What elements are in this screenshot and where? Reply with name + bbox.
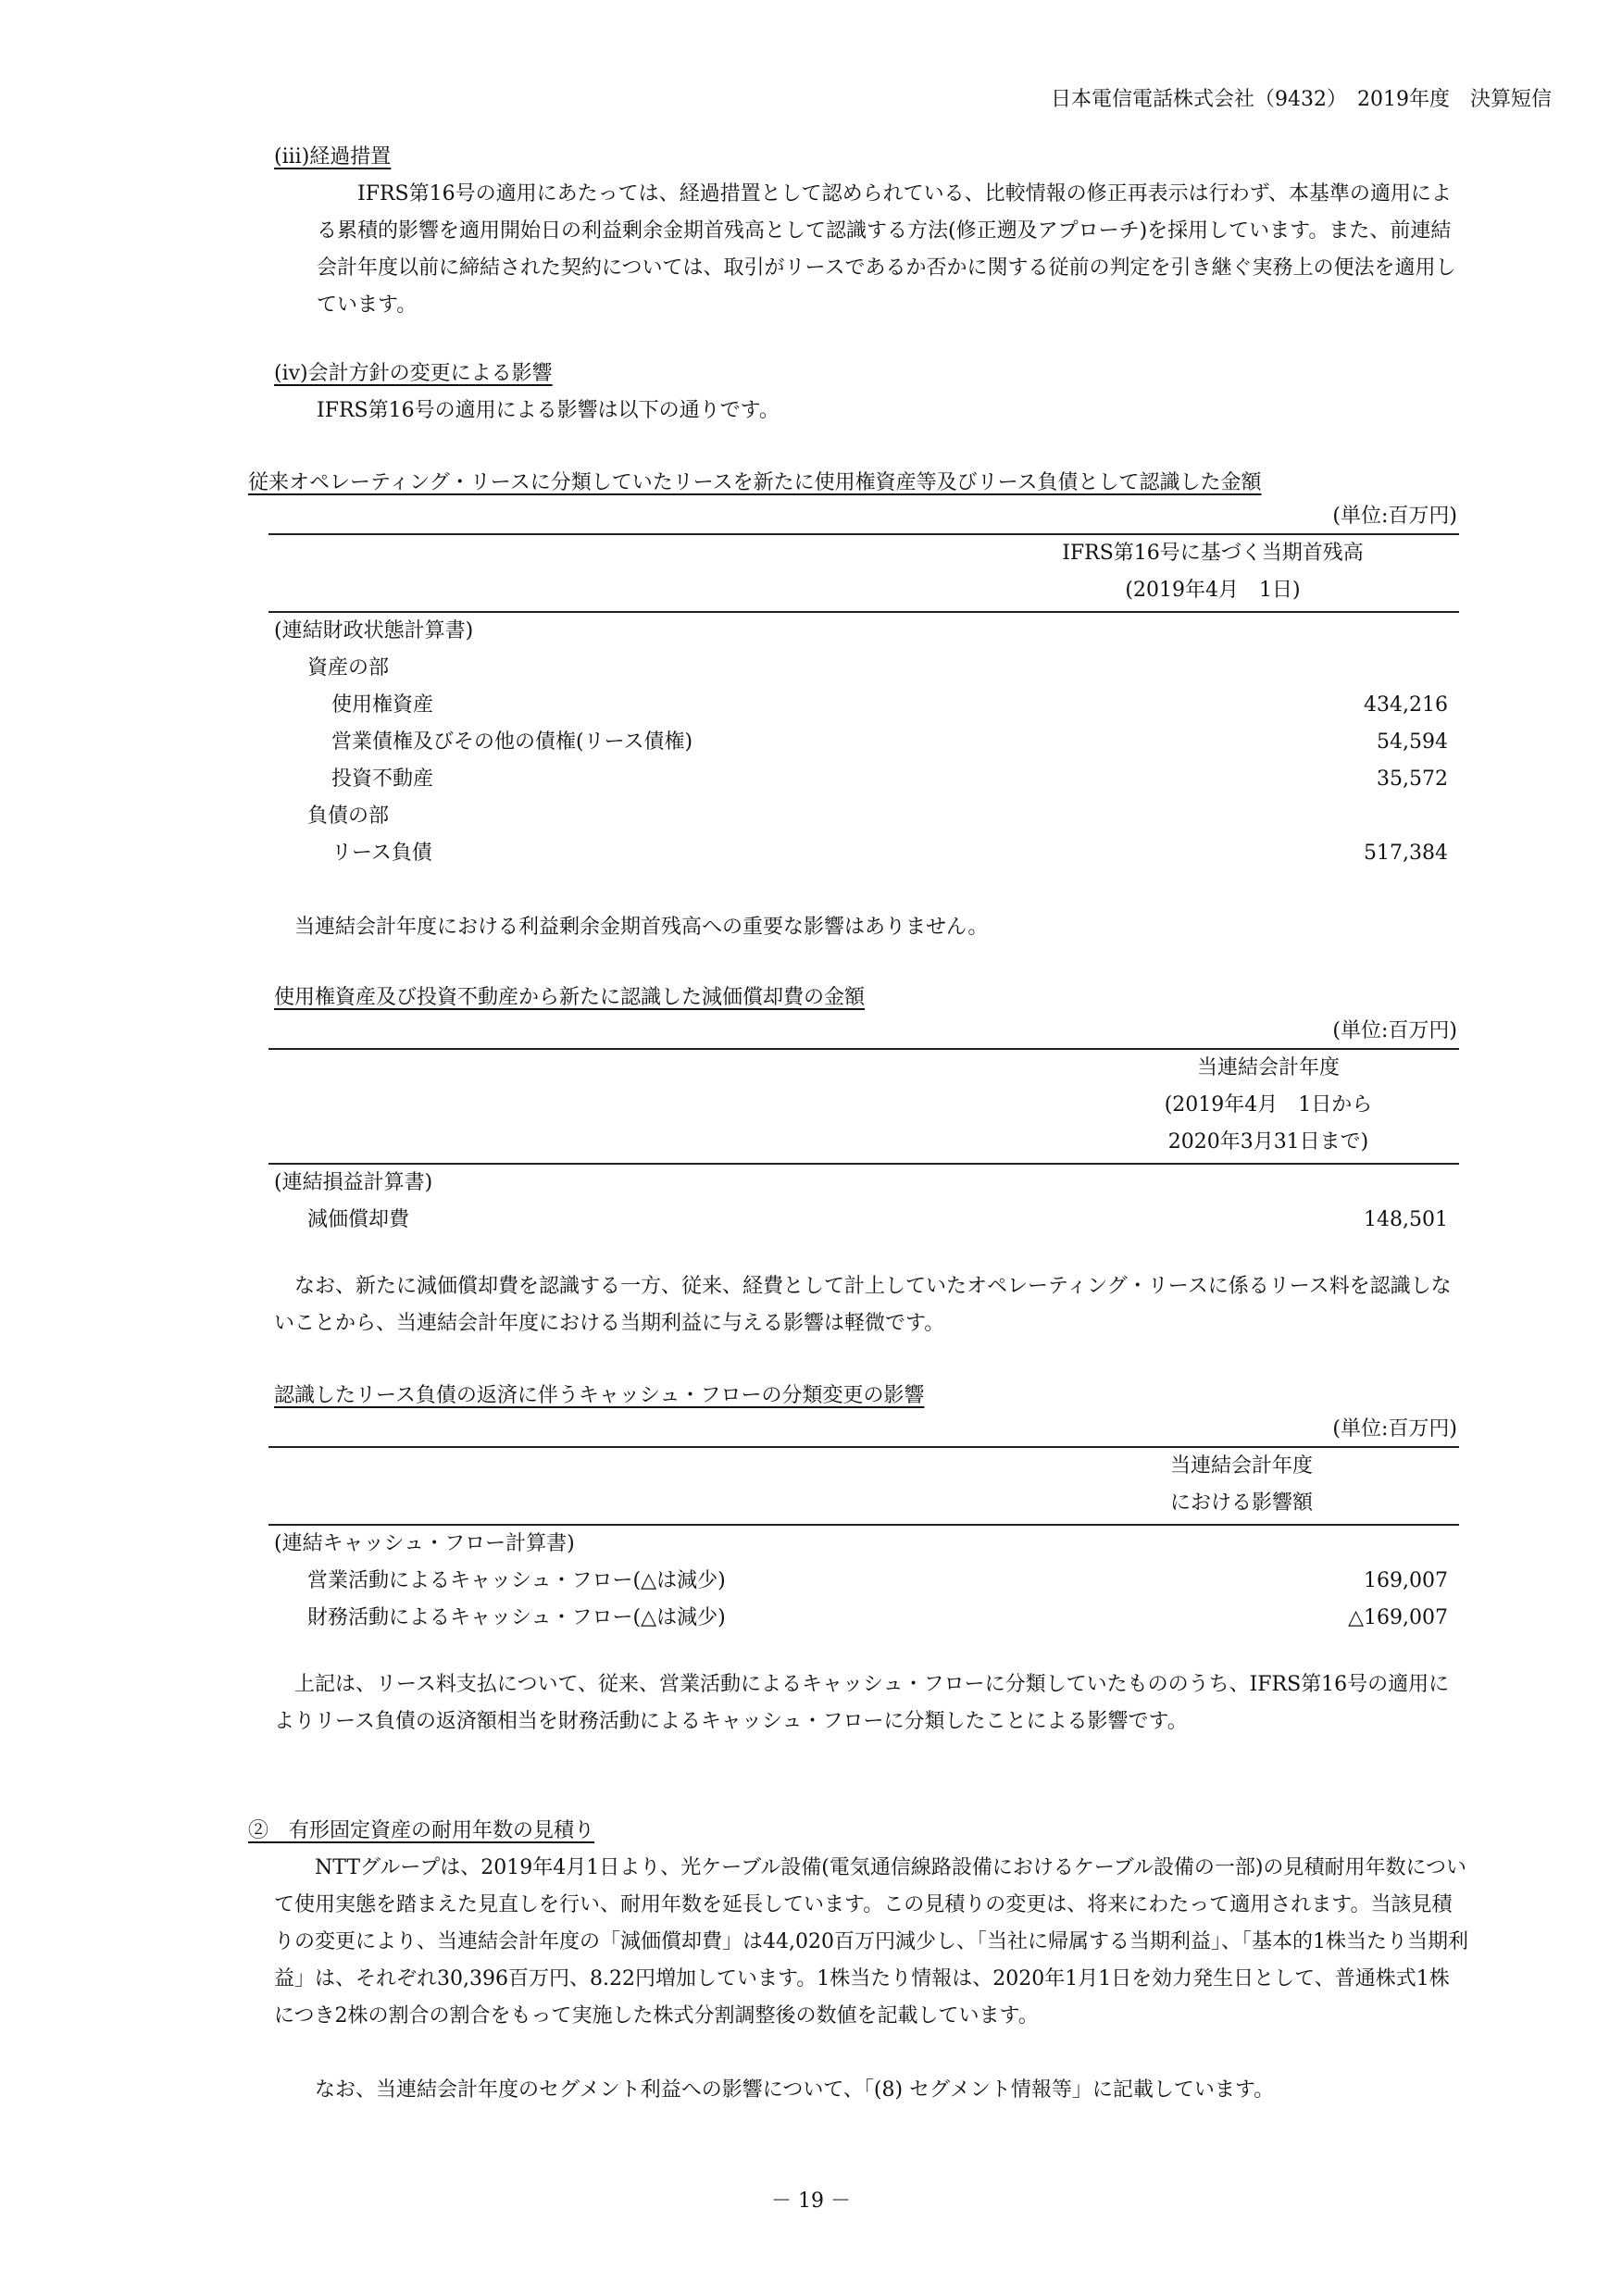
table1-col-header-1: IFRS第16号に基づく当期首残高 — [1062, 542, 1364, 565]
table2-header-rule — [268, 1163, 1459, 1165]
table1-row-value: 35,572 — [1377, 767, 1448, 791]
table2-row-label: 減価償却費 — [307, 1208, 410, 1231]
table1-row-label: 営業債権及びその他の債権(リース債権) — [331, 730, 693, 754]
table3-row-label: 財務活動によるキャッシュ・フロー(△は減少) — [307, 1606, 726, 1629]
table1-assets-label: 資産の部 — [307, 656, 390, 680]
table2-col-header-2: (2019年4月 1日から — [1164, 1093, 1373, 1117]
table2-note: なお、新たに減価償却費を認識する一方、従来、経費として計上していたオペレーティング・リースに係るリース料を認識しないことから、当連結会計年度における当期利益に与える影響は軽微です。 — [274, 1275, 1452, 1335]
table2-title: 使用権資産及び投資不動産から新たに認識した減価償却費の金額 — [274, 986, 866, 1009]
table1-row-value: 54,594 — [1377, 730, 1448, 754]
table1-row-value: 517,384 — [1364, 842, 1448, 865]
table1-row-value: 434,216 — [1364, 693, 1448, 717]
section2-body-note: なお、当連結会計年度のセグメント利益への影響について、「(8) セグメント情報等」に記載しています。 — [315, 2078, 1275, 2102]
table1-title: 従来オペレーティング・リースに分類していたリースを新たに使用権資産等及びリース負債として認識した金額 — [248, 471, 1262, 494]
table1-statement: (連結財政状態計算書) — [274, 619, 474, 643]
section-heading-iii: (iii)経過措置 — [274, 145, 392, 168]
section-intro-iv: IFRS第16号の適用による影響は以下の通りです。 — [317, 399, 780, 422]
page-header: 日本電信電話株式会社（9432） 2019年度 決算短信 — [1051, 88, 1552, 111]
table3-note: 上記は、リース料支払について、従来、営業活動によるキャッシュ・フローに分類していたもののうち、IFRS第16号の適用によりリース負債の返済額相当を財務活動によるキャッシュ・フローに分類したことによる影響です。 — [274, 1673, 1450, 1733]
table1-liabilities-label: 負債の部 — [307, 805, 390, 828]
table2-statement: (連結損益計算書) — [274, 1171, 433, 1194]
page-number: － 19 － — [771, 2190, 851, 2213]
table2-col-header-1: 当連結会計年度 — [1196, 1056, 1340, 1079]
table3-statement: (連結キャッシュ・フロー計算書) — [274, 1532, 575, 1555]
table1-unit: (単位:百万円) — [1332, 505, 1457, 528]
table3-col-header-2: における影響額 — [1170, 1491, 1314, 1515]
table3-col-header-1: 当連結会計年度 — [1170, 1454, 1314, 1478]
section-heading-iv: (iv)会計方針の変更による影響 — [274, 362, 553, 385]
table2-row-value: 148,501 — [1364, 1208, 1448, 1231]
table1-row-label: 投資不動産 — [331, 767, 434, 791]
table3-title: 認識したリース負債の返済に伴うキャッシュ・フローの分類変更の影響 — [274, 1384, 925, 1407]
table1-col-header-2: (2019年4月 1日) — [1125, 579, 1301, 602]
section2-heading: ② 有形固定資産の耐用年数の見積り — [248, 1819, 595, 1842]
table3-row-label: 営業活動によるキャッシュ・フロー(△は減少) — [307, 1569, 726, 1592]
table3-row-value: △169,007 — [1348, 1606, 1448, 1629]
table3-row-value: 169,007 — [1364, 1569, 1448, 1592]
table1-note: 当連結会計年度における利益剰余金期首残高への重要な影響はありません。 — [294, 916, 989, 939]
table2-col-header-3: 2020年3月31日まで) — [1167, 1130, 1369, 1154]
section2-body: NTTグループは、2019年4月1日より、光ケーブル設備(電気通信線路設備におけるケーブル設備の一部)の見積耐用年数について使用実態を踏まえた見直しを行い、耐用年数を延長しています。この見積りの変更は、将来にわたって適用されます。当該見積りの変更により、当連結会計年度の「減価償却費」は44,020百万円減少し、「当社に帰属する当期利益」、「基本的1株当たり当期利益」は、それぞれ30,396百万円、8.22円増加しています。1株当たり情報は、2020年1月1日を効力発生日として、普通株式1株につき2株の割合の割合をもって実施した株式分割調整後の数値を記載しています。 — [274, 1856, 1468, 2028]
table3-unit: (単位:百万円) — [1332, 1417, 1457, 1441]
table2-unit: (単位:百万円) — [1332, 1019, 1457, 1042]
table1-row-label: 使用権資産 — [331, 693, 434, 717]
section-body-iii: IFRS第16号の適用にあたっては、経過措置として認められている、比較情報の修正再表示は行わず、本基準の適用による累積的影響を適用開始日の利益剰余金期首残高として認識する方法(修正遡及アプローチ)を採用しています。また、前連結会計年度以前に締結された契約については、取引がリースであるか否かに関する従前の判定を引き継ぐ実務上の便法を適用しています。 — [317, 182, 1456, 317]
table1-row-label: リース負債 — [331, 842, 432, 865]
